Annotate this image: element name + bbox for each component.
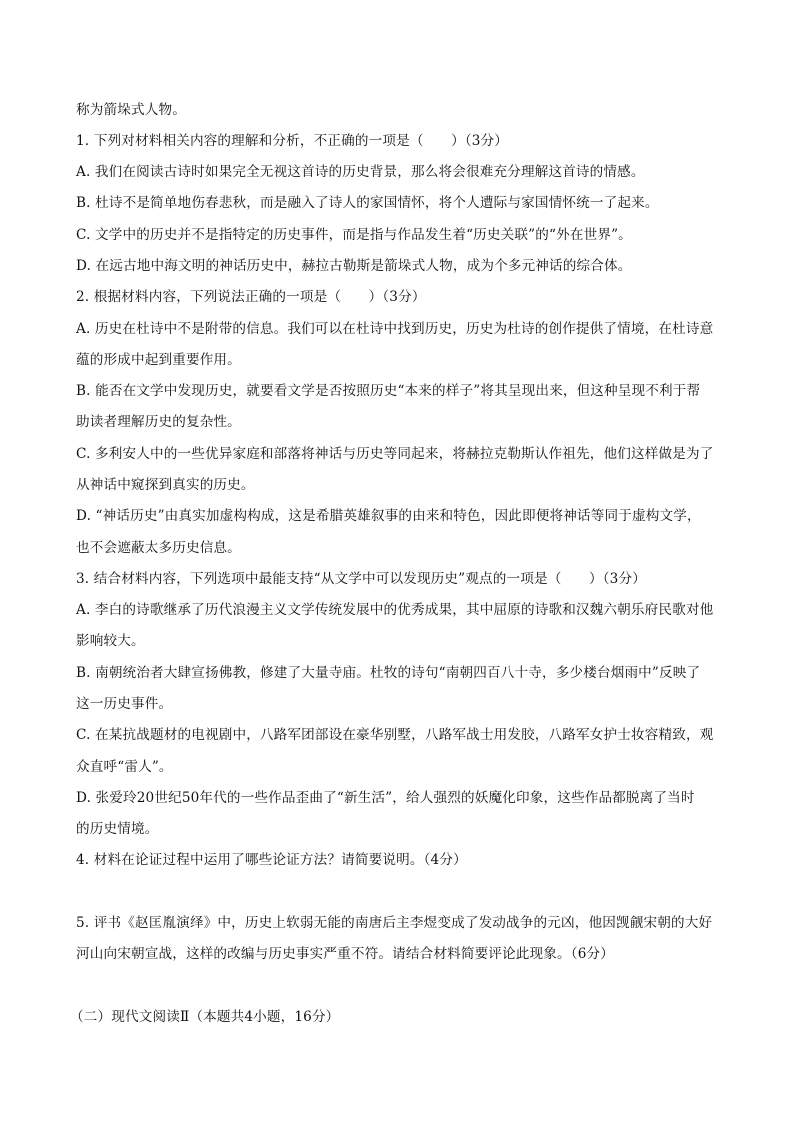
question-3-option-d: D. 张爱玲20世纪50年代的一些作品歪曲了“新生活”，给人强烈的妖魔化印象，这些作品都脱离了当时 (76, 790, 695, 806)
question-5-stem-cont: 河山向宋朝宣战，这样的改编与历史事实严重不符。请结合材料简要评论此现象。（6分） (76, 946, 615, 962)
question-2-option-d-cont: 也不会遮蔽太多历史信息。 (76, 540, 241, 556)
question-5-stem: 5. 评书《赵匡胤演绎》中，历史上软弱无能的南唐后主李煜变成了发动战争的元凶，他因觊觎宋朝的大好 (76, 915, 713, 931)
question-2-stem: 2. 根据材料内容，下列说法正确的一项是（ ）（3分） (76, 289, 426, 305)
question-4-stem: 4. 材料在论证过程中运用了哪些论证方法？请简要说明。（4分） (76, 852, 467, 868)
section-heading: （二）现代文阅读Ⅱ（本题共4小题，16分） (70, 1009, 340, 1025)
question-1-stem: 1. 下列对材料相关内容的理解和分析，不正确的一项是（ ）（3分） (76, 133, 509, 149)
question-2-option-c: C. 多利安人中的一些优异家庭和部落将神话与历史等同起来，将赫拉克勒斯认作祖先，他们这样做是为了 (76, 446, 714, 462)
question-3-option-c: C. 在某抗战题材的电视剧中，八路军团部设在豪华别墅，八路军战士用发胶，八路军女护士妆容精致，观 (76, 727, 714, 743)
question-2-option-d: D. “神话历史”由真实加虚构构成，这是希腊英雄叙事的由来和特色，因此即便将神话等同于虚构文学， (76, 508, 701, 524)
question-3-option-a-cont: 影响较大。 (76, 633, 145, 649)
question-1-option-d: D. 在远古地中海文明的神话历史中，赫拉古勒斯是箭垛式人物，成为个多元神话的综合体。 (76, 258, 632, 274)
question-3-option-d-cont: 的历史情境。 (76, 821, 159, 837)
question-3-option-c-cont: 众直呼“雷人”。 (76, 759, 173, 775)
question-3-stem: 3. 结合材料内容，下列选项中最能支持“从文学中可以发现历史”观点的一项是（ ）（3分） (76, 571, 646, 587)
question-2-option-a: A. 历史在杜诗中不是附带的信息。我们可以在杜诗中找到历史，历史为杜诗的创作提供了情境，在杜诗意 (76, 321, 714, 337)
text-line: 称为箭垛式人物。 (76, 102, 186, 118)
question-1-option-c: C. 文学中的历史并不是指特定的历史事件，而是指与作品发生着“历史关联”的“外在世界”。 (76, 227, 632, 243)
question-2-option-c-cont: 从神话中窥探到真实的历史。 (76, 477, 255, 493)
question-1-option-b: B. 杜诗不是简单地伤春悲秋，而是融入了诗人的家国情怀，将个人遭际与家国情怀统一了起来。 (76, 195, 659, 211)
question-1-option-a: A. 我们在阅读古诗时如果完全无视这首诗的历史背景，那么将会很难充分理解这首诗的情感。 (76, 164, 645, 180)
question-2-option-b: B. 能否在文学中发现历史，就要看文学是否按照历史“本来的样子”将其呈现出来，但这种呈现不利于帮 (76, 383, 701, 399)
question-3-option-b: B. 南朝统治者大肆宣扬佛教，修建了大量寺庙。杜牧的诗句“南朝四百八十寺，多少楼台烟雨中”反映了 (76, 665, 701, 681)
question-2-option-a-cont: 蕴的形成中起到重要作用。 (76, 352, 241, 368)
question-3-option-b-cont: 这一历史事件。 (76, 696, 173, 712)
question-3-option-a: A. 李白的诗歌继承了历代浪漫主义文学传统发展中的优秀成果，其中屈原的诗歌和汉魏六朝乐府民歌对他 (76, 602, 714, 618)
question-2-option-b-cont: 助读者理解历史的复杂性。 (76, 414, 241, 430)
